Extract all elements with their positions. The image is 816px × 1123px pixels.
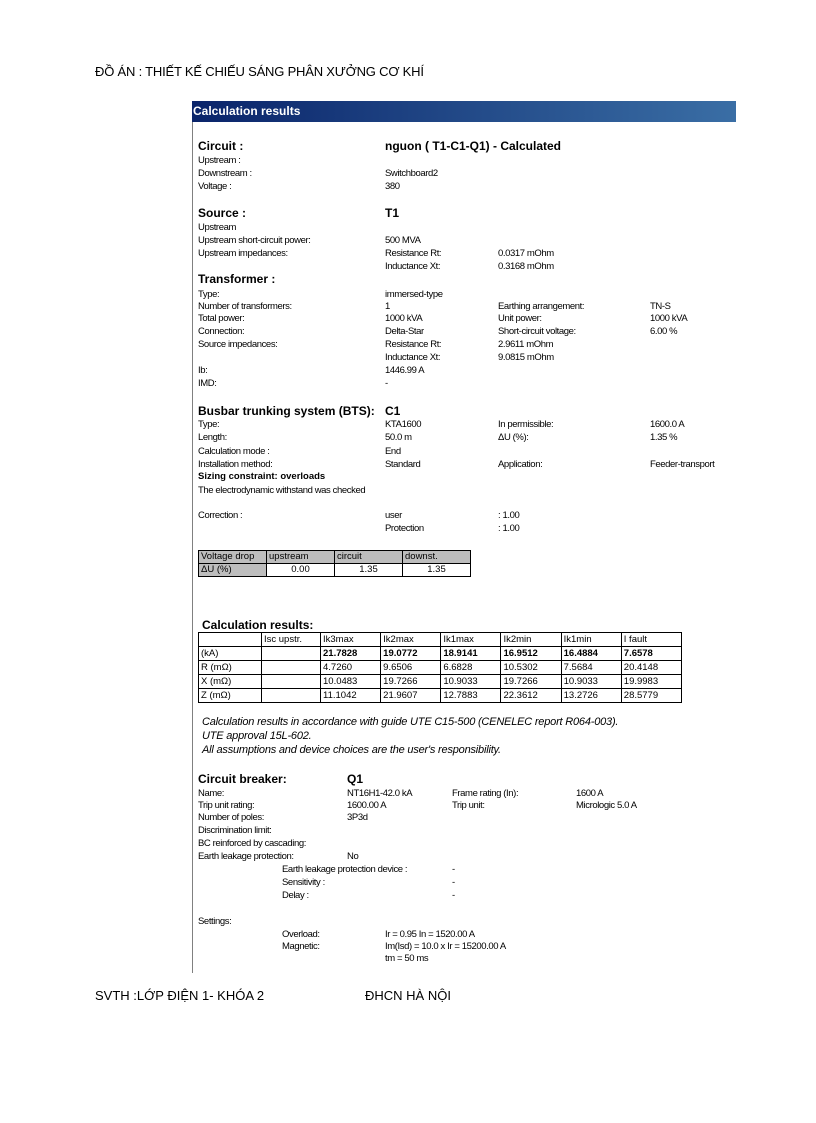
- transformer-earthing: TN-S: [650, 301, 671, 312]
- table-cell: 13.2726: [561, 689, 621, 703]
- source-sc-power: 500 MVA: [385, 235, 421, 246]
- busbar-install-label: Installation method:: [198, 459, 273, 470]
- footer-left: SVTH :LỚP ĐIỆN 1- KHÓA 2: [95, 988, 265, 1003]
- busbar-in-perm-label: In permissible:: [498, 419, 554, 430]
- table-cell: 16.9512: [501, 647, 561, 661]
- table-row: [199, 633, 682, 647]
- source-rt: 0.0317 mOhm: [498, 248, 554, 259]
- table-cell: 11.1042: [321, 689, 381, 703]
- breaker-overload: Ir = 0.95 In = 1520.00 A: [385, 929, 475, 940]
- table-header: downst.: [403, 551, 471, 564]
- table-cell: [262, 647, 321, 661]
- voltage-drop-table: [198, 550, 471, 577]
- transformer-label: Transformer :: [198, 272, 276, 286]
- busbar-du-label: ΔU (%):: [498, 432, 529, 443]
- breaker-magnetic-label: Magnetic:: [282, 941, 320, 952]
- table-cell: 7.6578: [621, 647, 681, 661]
- table-cell: 21.9607: [381, 689, 441, 703]
- breaker-overload-label: Overload:: [282, 929, 320, 940]
- breaker-earth: No: [347, 851, 359, 862]
- table-row: [199, 689, 682, 703]
- busbar-user-label: user: [385, 510, 402, 521]
- breaker-delay: -: [452, 890, 455, 901]
- table-cell: 16.4884: [561, 647, 621, 661]
- calculation-results-window: [192, 101, 736, 973]
- breaker-trip-rating: 1600.00 A: [347, 800, 387, 811]
- table-cell: X (mΩ): [199, 675, 262, 689]
- table-cell: [262, 661, 321, 675]
- circuit-upstream-label: Upstream :: [198, 155, 241, 166]
- transformer-number-label: Number of transformers:: [198, 301, 292, 312]
- table-header: Ik2min: [501, 633, 561, 647]
- busbar-calc-mode: End: [385, 446, 401, 457]
- table-cell: 10.9033: [561, 675, 621, 689]
- table-header: circuit: [335, 551, 403, 564]
- busbar-length-label: Length:: [198, 432, 227, 443]
- busbar-install: Standard: [385, 459, 421, 470]
- table-cell: 21.7828: [321, 647, 381, 661]
- table-cell: 10.0483: [321, 675, 381, 689]
- breaker-poles: 3P3d: [347, 812, 368, 823]
- transformer-connection: Delta-Star: [385, 326, 424, 337]
- window-border: [192, 122, 193, 973]
- breaker-trip-rating-label: Trip unit rating:: [198, 800, 255, 811]
- transformer-ib-label: Ib:: [198, 365, 208, 376]
- table-cell: 19.7266: [501, 675, 561, 689]
- circuit-label: Circuit :: [198, 139, 244, 153]
- transformer-rt-label: Resistance Rt:: [385, 339, 442, 350]
- table-cell: [262, 675, 321, 689]
- calc-results-title: Calculation results:: [202, 618, 314, 632]
- breaker-sensitivity-label: Sensitivity :: [282, 877, 325, 888]
- breaker-sensitivity: -: [452, 877, 455, 888]
- calc-note-1: Calculation results in accordance with guide UTE C15-500 (CENELEC report R064-003).: [202, 716, 619, 728]
- source-impedances-label: Upstream impedances:: [198, 248, 288, 259]
- table-cell: 19.7266: [381, 675, 441, 689]
- breaker-name: NT16H1-42.0 kA: [347, 788, 413, 799]
- busbar-du: 1.35 %: [650, 432, 678, 443]
- table-cell: 28.5779: [621, 689, 681, 703]
- transformer-unit-power: 1000 kVA: [650, 313, 688, 324]
- breaker-delay-label: Delay :: [282, 890, 309, 901]
- window-title: Calculation results: [192, 101, 736, 122]
- busbar-sizing: Sizing constraint: overloads: [198, 471, 326, 482]
- circuit-voltage-label: Voltage :: [198, 181, 232, 192]
- breaker-tm: tm = 50 ms: [385, 953, 429, 964]
- transformer-xt: 9.0815 mOhm: [498, 352, 554, 363]
- table-row: [199, 551, 471, 564]
- table-cell: Z (mΩ): [199, 689, 262, 703]
- table-header: I fault: [621, 633, 681, 647]
- busbar-type: KTA1600: [385, 419, 422, 430]
- breaker-magnetic: Im(Isd) = 10.0 x Ir = 15200.00 A: [385, 941, 506, 952]
- table-header: Ik1max: [441, 633, 501, 647]
- breaker-poles-label: Number of poles:: [198, 812, 264, 823]
- table-header: upstream: [267, 551, 335, 564]
- busbar-type-label: Type:: [198, 419, 220, 430]
- breaker-frame-label: Frame rating (In):: [452, 788, 519, 799]
- transformer-type: immersed-type: [385, 289, 443, 300]
- table-cell: 7.5684: [561, 661, 621, 675]
- busbar-application: Feeder-transport: [650, 459, 715, 470]
- table-row: [199, 675, 682, 689]
- table-cell: 18.9141: [441, 647, 501, 661]
- breaker-trip-unit-label: Trip unit:: [452, 800, 485, 811]
- table-cell: (kA): [199, 647, 262, 661]
- table-header: [199, 633, 262, 647]
- busbar-in-perm: 1600.0 A: [650, 419, 685, 430]
- table-cell: 6.6828: [441, 661, 501, 675]
- circuit-voltage: 380: [385, 181, 400, 192]
- table-cell: 1.35: [403, 564, 471, 577]
- calc-note-2: UTE approval 15L-602.: [202, 730, 312, 742]
- table-cell: [262, 689, 321, 703]
- table-cell: R (mΩ): [199, 661, 262, 675]
- source-sc-power-label: Upstream short-circuit power:: [198, 235, 311, 246]
- table-cell: 12.7883: [441, 689, 501, 703]
- breaker-frame: 1600 A: [576, 788, 604, 799]
- circuit-downstream-label: Downstream :: [198, 168, 252, 179]
- source-rt-label: Resistance Rt:: [385, 248, 442, 259]
- transformer-ib: 1446.99 A: [385, 365, 425, 376]
- busbar-protection-label: Protection: [385, 523, 424, 534]
- breaker-settings-label: Settings:: [198, 916, 232, 927]
- table-cell: ΔU (%): [199, 564, 267, 577]
- breaker-value: Q1: [347, 772, 364, 786]
- transformer-impedances-label: Source impedances:: [198, 339, 278, 350]
- breaker-trip-unit: Micrologic 5.0 A: [576, 800, 637, 811]
- transformer-earthing-label: Earthing arrangement:: [498, 301, 585, 312]
- table-cell: 22.3612: [501, 689, 561, 703]
- transformer-xt-label: Inductance Xt:: [385, 352, 441, 363]
- breaker-earth-label: Earth leakage protection:: [198, 851, 294, 862]
- circuit-value: nguon ( T1-C1-Q1) - Calculated: [385, 139, 562, 153]
- table-cell: 0.00: [267, 564, 335, 577]
- transformer-total-power: 1000 kVA: [385, 313, 423, 324]
- transformer-number: 1: [385, 301, 390, 312]
- table-header: Ik1min: [561, 633, 621, 647]
- breaker-bc-label: BC reinforced by cascading:: [198, 838, 307, 849]
- calc-results-table: [198, 632, 682, 703]
- breaker-elp-device: -: [452, 864, 455, 875]
- busbar-user: : 1.00: [498, 510, 520, 521]
- transformer-imd-label: IMD:: [198, 378, 217, 389]
- table-header: Ik2max: [381, 633, 441, 647]
- busbar-calc-mode-label: Calculation mode :: [198, 446, 270, 457]
- table-cell: 1.35: [335, 564, 403, 577]
- table-cell: 4.7260: [321, 661, 381, 675]
- transformer-type-label: Type:: [198, 289, 220, 300]
- calc-note-3: All assumptions and device choices are the user's responsibility.: [202, 744, 501, 756]
- circuit-downstream: Switchboard2: [385, 168, 438, 179]
- transformer-rt: 2.9611 mOhm: [498, 339, 554, 350]
- document-header: ĐỒ ÁN : THIẾT KẾ CHIẾU SÁNG PHÂN XƯỞNG CƠ KHÍ: [95, 64, 424, 79]
- table-cell: 19.0772: [381, 647, 441, 661]
- table-header: Isc upstr.: [262, 633, 321, 647]
- table-cell: 19.9983: [621, 675, 681, 689]
- busbar-value: C1: [385, 404, 401, 418]
- breaker-name-label: Name:: [198, 788, 224, 799]
- busbar-protection: : 1.00: [498, 523, 520, 534]
- transformer-sc-voltage-label: Short-circuit voltage:: [498, 326, 576, 337]
- transformer-connection-label: Connection:: [198, 326, 245, 337]
- source-label: Source :: [198, 206, 247, 220]
- source-value: T1: [385, 206, 400, 220]
- breaker-label: Circuit breaker:: [198, 772, 287, 786]
- transformer-total-power-label: Total power:: [198, 313, 245, 324]
- busbar-withstand: The electrodynamic withstand was checked: [198, 485, 366, 496]
- breaker-elp-device-label: Earth leakage protection device :: [282, 864, 408, 875]
- busbar-label: Busbar trunking system (BTS):: [198, 404, 375, 418]
- table-row: [199, 661, 682, 675]
- breaker-discrim-label: Discrimination limit:: [198, 825, 272, 836]
- table-row: [199, 647, 682, 661]
- busbar-application-label: Application:: [498, 459, 543, 470]
- table-row: [199, 564, 471, 577]
- table-cell: 20.4148: [621, 661, 681, 675]
- table-header: Ik3max: [321, 633, 381, 647]
- transformer-imd: -: [385, 378, 388, 389]
- source-xt-label: Inductance Xt:: [385, 261, 441, 272]
- busbar-correction-label: Correction :: [198, 510, 243, 521]
- busbar-length: 50.0 m: [385, 432, 412, 443]
- table-cell: 10.5302: [501, 661, 561, 675]
- transformer-sc-voltage: 6.00 %: [650, 326, 678, 337]
- transformer-unit-power-label: Unit power:: [498, 313, 542, 324]
- table-header: Voltage drop: [199, 551, 267, 564]
- source-upstream-label: Upstream: [198, 222, 236, 233]
- table-cell: 9.6506: [381, 661, 441, 675]
- table-cell: 10.9033: [441, 675, 501, 689]
- footer-right: ĐHCN HÀ NỘI: [365, 988, 451, 1003]
- source-xt: 0.3168 mOhm: [498, 261, 554, 272]
